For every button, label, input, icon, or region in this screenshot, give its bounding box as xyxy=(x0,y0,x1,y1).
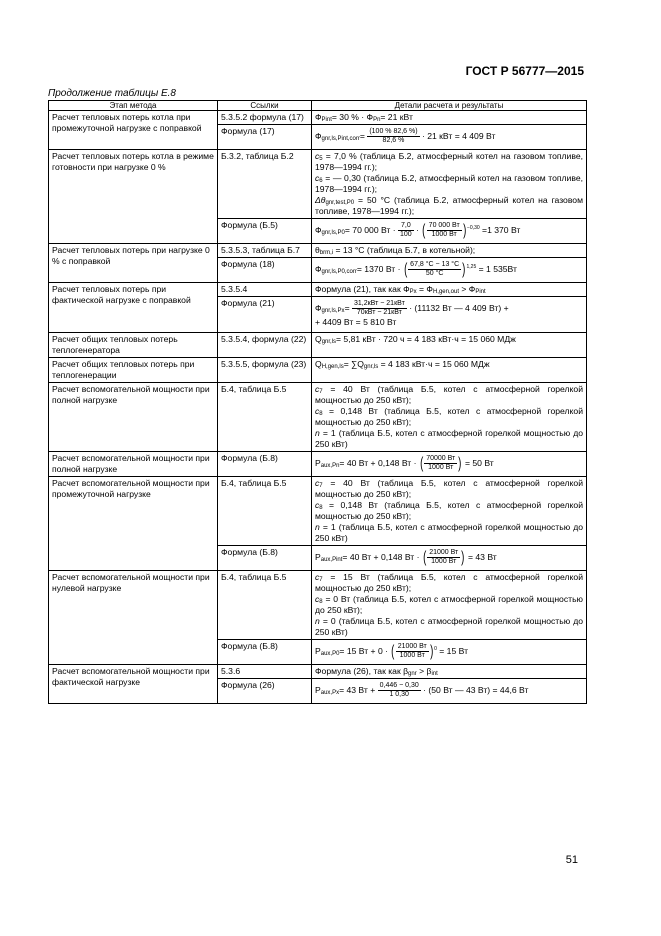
details-cell xyxy=(312,665,587,679)
denominator: 50 °C xyxy=(425,270,444,277)
formula-text: Ф xyxy=(315,263,322,274)
subscript: int xyxy=(431,671,438,677)
formula-text: θ xyxy=(315,245,320,255)
calculation-table xyxy=(48,100,587,704)
reference-cell: Формула (26) xyxy=(218,679,312,704)
detail-line xyxy=(315,478,583,500)
subscript: 7 xyxy=(319,389,323,395)
reference-cell: 5.3.5.5, формула (23) xyxy=(218,358,312,383)
formula-text: Q xyxy=(315,334,322,344)
details-cell xyxy=(312,571,587,640)
denominator: 1 0,30 xyxy=(389,691,409,698)
details-cell xyxy=(312,297,587,333)
column-header: Детали расчета и результаты xyxy=(312,101,587,111)
table-row xyxy=(49,150,587,219)
fraction xyxy=(427,549,460,566)
superscript: 0 xyxy=(434,645,437,652)
subscript: brm,i xyxy=(319,250,334,256)
details-cell xyxy=(312,333,587,358)
subscript: gnr,ls,Pint,corr xyxy=(321,135,360,142)
formula-text: = xyxy=(359,130,365,141)
subscript: Pint xyxy=(321,117,332,123)
formula xyxy=(315,643,583,660)
formula-text: = 1 535Вт xyxy=(478,263,517,274)
reference-cell: Формула (21) xyxy=(218,297,312,333)
formula-text: · (50 Вт — 43 Вт) = 44,6 Вт xyxy=(423,684,529,695)
detail-text: = 1 (таблица Б.5, котел с атмосферной горелкой мощностью до 250 кВт) xyxy=(315,522,583,543)
stage-cell: Расчет вспомогательной мощности при полной нагрузке xyxy=(49,383,218,452)
subscript: gnr,ls xyxy=(321,339,337,345)
table-row xyxy=(49,333,587,358)
formula xyxy=(315,549,583,566)
details-cell xyxy=(312,640,587,665)
table-row xyxy=(49,244,587,258)
reference-cell: 5.3.5.4, формула (22) xyxy=(218,333,312,358)
variable: c xyxy=(315,500,320,510)
detail-text: = 0,148 Вт (таблица Б.5, котел с атмосферной горелкой мощностью до 250 кВт); xyxy=(315,406,583,427)
reference-cell: Формула (18) xyxy=(218,258,312,283)
subscript: 8 xyxy=(319,505,323,511)
reference-cell: Формула (17) xyxy=(218,125,312,150)
document-id: ГОСТ Р 56777—2015 xyxy=(465,64,584,78)
superscript: 1,25 xyxy=(466,263,477,270)
detail-text: = 0 Вт (таблица Б.5, котел с атмосферной горелкой мощностью до 250 кВт); xyxy=(315,594,583,615)
variable: n xyxy=(315,616,320,626)
numerator: 0,446 − 0,30 xyxy=(379,682,419,689)
paren: ) xyxy=(429,642,434,660)
denominator: 1000 Вт xyxy=(399,652,425,659)
formula xyxy=(315,334,583,345)
stage-cell: Расчет тепловых потерь котла в режиме готовности при нагрузке 0 % xyxy=(49,150,218,244)
subscript: Pint xyxy=(475,289,486,295)
denominator: 1000 Вт xyxy=(431,558,457,565)
formula: $Ф_{gnr,ls,P0}= 70$ 000 Вт · $\frac{7,0}{100}$ · ( $\frac{70 000 Вт}{1000 Вт}$ )$^{-0,30}$ =1 370 Вт xyxy=(315,221,521,239)
reference-cell: Формула (Б.8) xyxy=(218,640,312,665)
details-cell xyxy=(312,679,587,704)
subscript: H,gen,ls xyxy=(321,364,344,370)
formula-text: P xyxy=(315,551,321,562)
reference-cell: Формула (Б.8) xyxy=(218,452,312,477)
reference-cell: 5.3.6 xyxy=(218,665,312,679)
variable: n xyxy=(315,428,320,438)
numerator: 67,8 °C − 13 °C xyxy=(410,261,460,268)
formula-text: > Ф xyxy=(459,284,476,294)
paren: ) xyxy=(462,260,466,278)
subscript: 7 xyxy=(319,577,323,583)
formula-text: = 15 Вт + 0 · xyxy=(339,645,388,656)
subscript: H,gen,out xyxy=(432,289,459,295)
variable: c xyxy=(315,384,320,394)
formula-text: P xyxy=(315,645,321,656)
details-cell xyxy=(312,258,587,283)
superscript: −0,30 xyxy=(467,224,480,231)
denominator: 1000 Вт xyxy=(428,464,454,471)
formula-text: Ф xyxy=(315,302,322,313)
formula-text: = 21 кВт xyxy=(380,112,413,122)
reference-cell: 5.3.5.2 формула (17) xyxy=(218,111,312,125)
formula-text: = ∑Q xyxy=(343,359,364,369)
detail-line xyxy=(315,173,583,195)
variable: Δθ xyxy=(315,195,326,205)
table-row xyxy=(49,383,587,452)
fraction xyxy=(352,300,407,317)
variable: c xyxy=(315,173,320,183)
detail-line xyxy=(315,428,583,450)
detail-line xyxy=(315,195,583,217)
paren: ) xyxy=(462,221,466,239)
paren: ( xyxy=(422,548,427,566)
subscript: 8 xyxy=(319,411,323,417)
table-row xyxy=(49,283,587,297)
formula-text: Формула (21), так как Ф xyxy=(315,284,410,294)
formula xyxy=(315,284,583,295)
formula-text: = 43 Вт + xyxy=(339,684,376,695)
reference-cell: Б.4, таблица Б.5 xyxy=(218,477,312,546)
stage-cell: Расчет общих тепловых потерь при теплогенерации xyxy=(49,358,218,383)
stage-cell: Расчет тепловых потерь котла при промежуточной нагрузке с поправкой xyxy=(49,111,218,150)
table-row xyxy=(49,665,587,679)
table-header xyxy=(49,101,587,111)
formula xyxy=(315,300,583,317)
subscript: gnr,ls,P0,corr xyxy=(321,268,357,275)
stage-cell: Расчет общих тепловых потерь теплогенератора xyxy=(49,333,218,358)
formula-text: · 21 кВт = 4 409 Вт xyxy=(421,130,496,141)
subscript: gnr,ls,Px xyxy=(321,307,345,314)
detail-line xyxy=(315,151,583,173)
fraction xyxy=(424,455,457,472)
formula xyxy=(315,261,583,278)
detail-text: = 40 Вт (таблица Б.5, котел с атмосферной горелкой мощностью до 250 кВт); xyxy=(315,384,583,405)
column-header: Этап метода xyxy=(49,101,218,111)
detail-text: = 15 Вт (таблица Б.5, котел с атмосферной горелкой мощностью до 250 кВт); xyxy=(315,572,583,593)
formula-text: = 40 Вт + 0,148 Вт · xyxy=(339,457,417,468)
stage-cell: Расчет вспомогательной мощности при фактической нагрузке xyxy=(49,665,218,704)
subscript: aux,P0 xyxy=(320,650,340,657)
fraction xyxy=(398,222,414,239)
detail-line xyxy=(315,500,583,522)
formula-text: Ф xyxy=(315,112,322,122)
details-cell xyxy=(312,358,587,383)
details-cell xyxy=(312,244,587,258)
numerator: 31,2кВт − 21кВт xyxy=(353,300,405,307)
formula-text: = 13 °C (таблица Б.7, в котельной); xyxy=(333,245,476,255)
formula xyxy=(315,682,583,699)
subscript: gnr,test,P0 xyxy=(325,200,355,206)
subscript: 8 xyxy=(319,599,323,605)
formula xyxy=(315,128,583,145)
details-cell xyxy=(312,219,587,244)
table-row xyxy=(49,571,587,640)
subscript: 6 xyxy=(319,178,323,184)
formula-text: = 70 000 Вт · xyxy=(344,224,396,235)
formula-text: = 5,81 кВт · 720 ч = 4 183 кВт·ч = 15 060 МДж xyxy=(336,334,516,344)
paren: ) xyxy=(458,454,462,472)
details-cell xyxy=(312,283,587,297)
numerator: 21000 Вт xyxy=(397,643,427,650)
stage-cell: Расчет вспомогательной мощности при полной нагрузке xyxy=(49,452,218,477)
formula-text: = 43 Вт xyxy=(467,551,497,562)
paren: ) xyxy=(461,548,465,566)
subscript: Pn xyxy=(373,117,381,123)
paren: ( xyxy=(391,642,395,660)
table-row xyxy=(49,452,587,477)
detail-line xyxy=(315,572,583,594)
detail-text: = 50 °C (таблица Б.2, атмосферный котел на газовом топливе, 1978—1994 гг.); xyxy=(315,195,583,216)
subscript: gnr,ls,P0 xyxy=(321,229,345,236)
paren: ( xyxy=(422,221,426,239)
denominator: 82,6 % xyxy=(382,137,405,144)
subscript: 5 xyxy=(319,156,323,162)
formula-text: = 30 % · Ф xyxy=(331,112,374,122)
page-number: 51 xyxy=(565,854,578,866)
fraction xyxy=(367,128,419,145)
formula xyxy=(315,112,583,123)
numerator: 70000 Вт xyxy=(426,455,456,462)
formula-text: Ф xyxy=(315,224,322,235)
formula-text: Q xyxy=(315,359,322,369)
variable: c xyxy=(315,406,320,416)
variable: n xyxy=(315,522,320,532)
formula xyxy=(315,455,583,472)
details-cell xyxy=(312,150,587,219)
detail-text: = 40 Вт (таблица Б.5, котел с атмосферной горелкой мощностью до 250 кВт); xyxy=(315,478,583,499)
reference-cell: 5.3.5.3, таблица Б.7 xyxy=(218,244,312,258)
details-cell xyxy=(312,383,587,452)
paren: ( xyxy=(403,260,408,278)
reference-cell: Б.4, таблица Б.5 xyxy=(218,571,312,640)
detail-text: = 1 (таблица Б.5, котел с атмосферной горелкой мощностью до 250 кВт) xyxy=(315,428,583,449)
formula-text: P xyxy=(315,457,321,468)
paren: ( xyxy=(419,454,424,472)
details-cell xyxy=(312,477,587,546)
column-header: Ссылки xyxy=(218,101,312,111)
detail-text: = 7,0 % (таблица Б.2, атмосферный котел на газовом топливе, 1978—1994 гг.); xyxy=(315,151,583,172)
stage-cell: Расчет вспомогательной мощности при нулевой нагрузке xyxy=(49,571,218,665)
subscript: aux,Pint xyxy=(320,556,343,563)
formula-text: · (11132 Вт — 4 409 Вт) + xyxy=(409,302,509,313)
numerator: 7,0 xyxy=(398,222,414,231)
subscript: Px xyxy=(409,289,417,295)
fraction xyxy=(378,682,421,699)
formula-text: = 15 Вт xyxy=(439,645,469,656)
detail-text: = 0 (таблица Б.5, котел с атмосферной горелкой мощностью до 250 кВт) xyxy=(315,616,583,637)
formula-text: P xyxy=(315,684,321,695)
details-cell xyxy=(312,125,587,150)
formula-text: = 50 Вт xyxy=(464,457,494,468)
stage-cell: Расчет тепловых потерь при фактической нагрузке с поправкой xyxy=(49,283,218,333)
detail-line xyxy=(315,406,583,428)
reference-cell: Формула (Б.5) xyxy=(218,219,312,244)
table-row xyxy=(49,111,587,125)
fraction xyxy=(427,222,462,239)
reference-cell: Формула (Б.8) xyxy=(218,546,312,571)
formula-text: Формула (26), так как β xyxy=(315,666,409,676)
variable: c xyxy=(315,572,320,582)
reference-cell: Б.3.2, таблица Б.2 xyxy=(218,150,312,219)
subscript: aux,Px xyxy=(320,689,340,696)
formula xyxy=(315,359,583,370)
formula-text: Ф xyxy=(315,130,322,141)
variable: c xyxy=(315,478,320,488)
fraction xyxy=(408,261,461,278)
denominator: 100 xyxy=(400,231,412,238)
stage-cell: Расчет вспомогательной мощности при промежуточной нагрузке xyxy=(49,477,218,571)
details-cell xyxy=(312,111,587,125)
formula-text: =1 370 Вт xyxy=(482,224,521,235)
table-row xyxy=(49,358,587,383)
subscript: gnr xyxy=(408,671,417,677)
formula-text: > β xyxy=(416,666,432,676)
detail-line xyxy=(315,616,583,638)
formula-text: = Ф xyxy=(416,284,433,294)
details-cell xyxy=(312,546,587,571)
formula-text: = 4 183 кВт·ч = 15 060 МДж xyxy=(378,359,490,369)
numerator: 70 000 Вт xyxy=(428,222,460,229)
subscript: gnr,ls xyxy=(363,364,379,370)
formula-text: = 40 Вт + 0,148 Вт · xyxy=(342,551,420,562)
formula-continuation: + 4409 Вт = 5 810 Вт xyxy=(315,317,397,327)
denominator: 70кВт − 21кВт xyxy=(356,309,402,316)
subscript: aux,Pn xyxy=(320,462,340,469)
table-row xyxy=(49,477,587,546)
table-caption: Продолжение таблицы Е.8 xyxy=(48,88,176,99)
variable: c xyxy=(315,594,320,604)
formula xyxy=(315,666,583,677)
detail-line xyxy=(315,522,583,544)
stage-cell: Расчет тепловых потерь при нагрузке 0 % с поправкой xyxy=(49,244,218,283)
denominator: 1000 Вт xyxy=(431,231,457,238)
detail-text: = 0,148 Вт (таблица Б.5, котел с атмосферной горелкой мощностью до 250 кВт); xyxy=(315,500,583,521)
numerator: (100 % 82,6 %) xyxy=(369,128,418,135)
subscript: 7 xyxy=(319,483,323,489)
numerator: 21000 Вт xyxy=(429,549,459,556)
detail-line xyxy=(315,594,583,616)
detail-text: = — 0,30 (таблица Б.2, атмосферный котел на газовом топливе, 1978—1994 гг.); xyxy=(315,173,583,194)
formula-text: = 1370 Вт · xyxy=(356,263,401,274)
detail-line xyxy=(315,384,583,406)
details-cell xyxy=(312,452,587,477)
reference-cell: Б.4, таблица Б.5 xyxy=(218,383,312,452)
formula-text: = xyxy=(344,302,350,313)
fraction xyxy=(396,643,429,660)
formula xyxy=(315,245,583,256)
reference-cell: 5.3.5.4 xyxy=(218,283,312,297)
variable: c xyxy=(315,151,320,161)
